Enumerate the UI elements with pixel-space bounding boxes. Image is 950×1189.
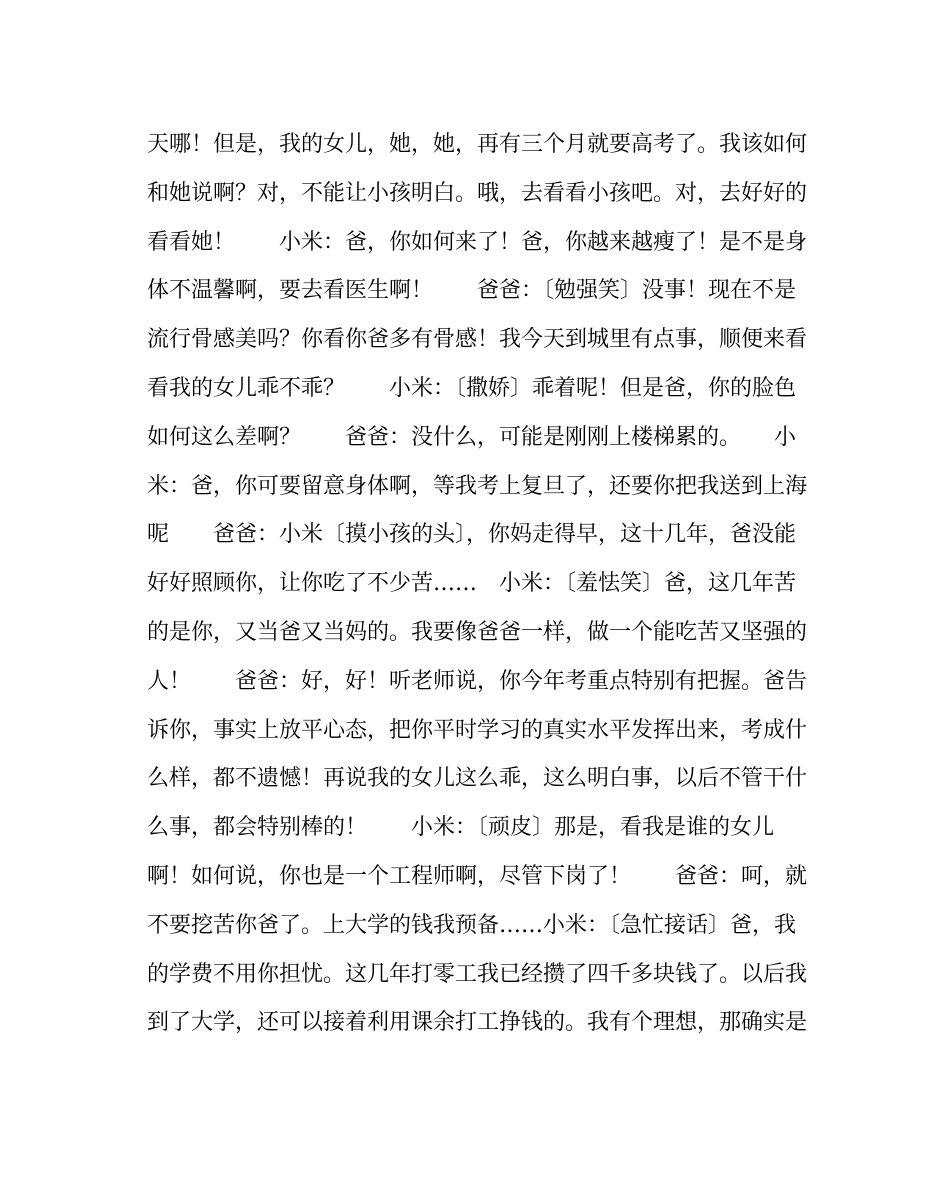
text-line: 的学费不用你担忧。这几年打零工我已经攒了四千多块钱了。以后我	[147, 961, 807, 987]
text-line: 看看她！ 小米：爸，你如何来了！爸，你越来越瘦了！是不是身	[147, 229, 807, 255]
text-line: 诉你，事实上放平心态，把你平时学习的真实水平发挥出来，考成什	[147, 717, 807, 743]
text-line: 和她说啊？对，不能让小孩明白。哦，去看看小孩吧。对，去好好的	[147, 180, 807, 206]
text-line: 米：爸，你可要留意身体啊，等我考上复旦了，还要你把我送到上海	[147, 473, 807, 499]
text-line: 么事，都会特别棒的！ 小米：〔顽皮〕那是，看我是谁的女儿	[147, 815, 775, 841]
text-line: 的是你，又当爸又当妈的。我要像爸爸一样，做一个能吃苦又坚强的	[147, 619, 807, 645]
text-line: 人！ 爸爸：好，好！听老师说，你今年考重点特别有把握。爸告	[147, 668, 807, 694]
text-line: 啊！如何说，你也是一个工程师啊，尽管下岗了！ 爸爸：呵，就	[147, 863, 807, 889]
text-line: 到了大学，还可以接着利用课余打工挣钱的。我有个理想，那确实是	[147, 1010, 807, 1036]
text-line: 流行骨感美吗？你看你爸多有骨感！我今天到城里有点事，顺便来看	[147, 327, 807, 353]
text-line: 看我的女儿乖不乖？ 小米：〔撒娇〕乖着呢！但是爸，你的脸色	[147, 375, 797, 401]
body-text	[147, 121, 807, 1048]
text-line: 呢 爸爸：小米〔摸小孩的头〕，你妈走得早，这十几年，爸没能	[147, 522, 797, 548]
text-line: 不要挖苦你爸了。上大学的钱我预备……小米：〔急忙接话〕爸，我	[147, 912, 797, 938]
text-line: 如何这么差啊？ 爸爸：没什么，可能是刚刚上楼梯累的。 小	[147, 424, 797, 450]
text-line: 体不温馨啊，要去看医生啊！ 爸爸：〔勉强笑〕没事！现在不是	[147, 278, 797, 304]
text-line: 好好照顾你，让你吃了不少苦…… 小米：〔羞怯笑〕爸，这几年苦	[147, 571, 797, 597]
text-line: 天哪！但是，我的女儿，她，她，再有三个月就要高考了。我该如何	[147, 132, 807, 157]
text-line: 么样，都不遗憾！再说我的女儿这么乖，这么明白事，以后不管干什	[147, 766, 807, 792]
